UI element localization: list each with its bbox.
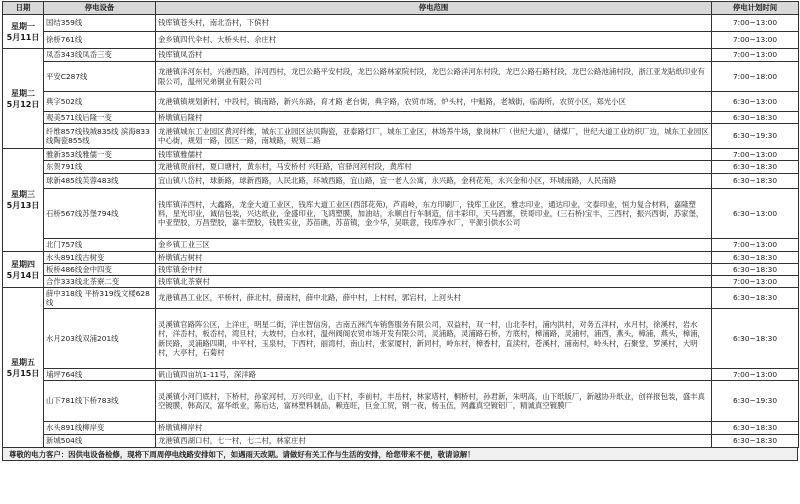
table-row [3, 381, 799, 422]
date-label: 5月14日 [6, 270, 40, 280]
scope-cell: 龙港镇贺前村，夏口塘村，黄东村，马安桥村 兴旺路，官驿河河村段，黄库村 [156, 161, 712, 174]
device-cell: 典字502线 [44, 92, 156, 112]
device-cell: 平安C287线 [44, 62, 156, 92]
device-cell: 球新485线芙蓉483线 [44, 174, 156, 189]
time-cell: 6:30~19:30 [712, 124, 799, 149]
time-cell: 7:00~18:00 [712, 62, 799, 92]
table-row [3, 309, 799, 369]
scope-cell: 金乡镇工业三区 [156, 239, 712, 252]
device-cell: 徐桥761线 [44, 32, 156, 49]
scope-cell: 钱库镇洋西村，大鑫路，龙金大道工业区，钱库大道工业区(西部花苑)，芦雨岭，东方印刷厂，钱库工业区，雅志印业，通达印业，文泰印业，恒力复合材料，嘉隆塑料，星光印业，诚信包装，兴达纸业，金盛印业，飞鸿塑膜，加油站，永顺自行车制造，信丰彩印，天马酒塞，铁哥印业，(三石桥)宝丰，三西村，振兴西街，苏家堡，中亚塑胶，万昌塑胶，嘉丰塑胶，钱胜实业，苏苗礁，苏苗镇，金少华，吴联意，钱库净水厂，平源引供水公司 [156, 189, 712, 239]
table-row [3, 239, 799, 252]
table-row [3, 112, 799, 124]
date-label: 5月13日 [6, 201, 40, 210]
scope-cell: 钱库镇凤岙村 [156, 49, 712, 62]
time-cell: 7:00~13:00 [712, 149, 799, 161]
scope-cell: 桥墩镇后隆村 [156, 112, 712, 124]
header-device: 停电设备 [44, 2, 156, 15]
device-cell: 观美571线后隆一变 [44, 112, 156, 124]
scope-cell: 灵溪镇官路阵公区，上洋庄，明星二街，洋庄智信房，古南五洲汽车销售服务有限公司，双益村，双一村，山北李村，浦内洪村，对务五洋村，水月村，徐溪村，岩水村，洋岙村，板岙村，湾旦村，大坡村，白水村，温州阀阁农贸市场开发有限公司，灵浦路，灵浦路石桥，方底村，樟浦路，灵浦村，浦西，燕头，樟浦，燕头，樟浦，新民路，灵浦路四期，中平村，玉泉村，下西村，丽湾村，南山村，张家厦村，新同村，岭东村，樟香村，直渎村，苍溪村，浦南村，岭头村，石聚堂，罗溪村，大明村，大亭村，石菊村 [156, 309, 712, 369]
time-cell: 6:30~13:00 [712, 92, 799, 112]
date-label: 5月12日 [6, 99, 40, 109]
table-header-row [3, 2, 799, 15]
scope-cell: 灵溪镇小河门底村，下桥村，孙家河村，万兴印业，山下村，李前村，丰岳村，林家塔村，桐桥村，孙君新，朱明高，山下纸版厂，新越协升纸业，创祥报包装，盛丰真空镀膜，韩高汉，富华纸业，陈后达，富林塑料制品，赖连旺，巨金工贸，钢一夜，杨玉伍，网鑫真空镀铝厂，精诚真空镀膜厂 [156, 381, 712, 422]
table-row [3, 62, 799, 92]
device-cell: 水头891线柳岸变 [44, 422, 156, 435]
device-cell: 国结359线 [44, 15, 156, 32]
device-cell: 薛中318线 平桥319线文楼628线 [44, 288, 156, 309]
header-time: 停电计划时间 [712, 2, 799, 15]
scope-cell: 宜山镇八岱村，球新路，球新西路，人民北路，环城西路，宜山路，宜一老人公寓，永兴路，金利花苑，永兴金和小区，环城南路，人民南路 [156, 174, 712, 189]
table-row [3, 264, 799, 276]
time-cell: 6:30~18:30 [712, 174, 799, 189]
header-scope: 停电范围 [156, 2, 712, 15]
scope-cell: 钱库镇苍头村，南北岙村，下傧村 [156, 15, 712, 32]
table-row [3, 49, 799, 62]
device-cell: 北门757线 [44, 239, 156, 252]
time-cell: 6:30~18:30 [712, 264, 799, 276]
day-cell [3, 15, 44, 49]
time-cell: 6:30~18:30 [712, 435, 799, 448]
scope-cell: 金乡镇四代伞村、大桥头村、佘庄村 [156, 32, 712, 49]
time-cell: 6:30~18:30 [712, 309, 799, 369]
scope-cell: 龙港镇西湖口村，七一村，七二村，林家庄村 [156, 435, 712, 448]
date-label: 5月15日 [6, 368, 40, 378]
time-cell: 6:30~18:30 [712, 112, 799, 124]
outage-schedule [2, 1, 798, 461]
table-row [3, 92, 799, 112]
scope-cell: 钱库镇北茶寮村 [156, 276, 712, 288]
weekday-label: 星期二 [11, 88, 35, 98]
device-cell: 合作333线北茶寮二变 [44, 276, 156, 288]
table-row [3, 288, 799, 309]
outage-table [2, 1, 799, 448]
table-row [3, 252, 799, 264]
scope-cell: 钱库镇雅儒村 [156, 149, 712, 161]
time-cell: 6:30~18:30 [712, 422, 799, 435]
scope-cell: 龙港镇昌工业区，平桥村，薛北村，薛南村，薛中北路，薛中村，上村村，郭宕村，上河头村 [156, 288, 712, 309]
time-cell: 7:00~13:00 [712, 32, 799, 49]
header-date: 日期 [3, 2, 44, 15]
device-cell: 水月203线双浦201线 [44, 309, 156, 369]
device-cell: 雅新353线雅儒一变 [44, 149, 156, 161]
time-cell: 7:00~13:00 [712, 239, 799, 252]
time-cell: 7:00~13:00 [712, 369, 799, 381]
time-cell: 6:30~18:30 [712, 288, 799, 309]
day-cell [3, 288, 44, 448]
table-row [3, 32, 799, 49]
time-cell: 6:30~18:30 [712, 161, 799, 174]
device-cell: 山下781线下桥783线 [44, 381, 156, 422]
table-row [3, 369, 799, 381]
device-cell: 新城504线 [44, 435, 156, 448]
day-cell [3, 49, 44, 149]
customer-notice: 尊敬的电力客户：因供电设备检修，现将下周周停电线路安排如下，如遇雨天改期。请做好有关工作与生活的安排，给您带来不便，敬请谅解！ [2, 448, 798, 461]
device-cell: 埔坪764线 [44, 369, 156, 381]
table-row [3, 422, 799, 435]
device-cell: 东贺791线 [44, 161, 156, 174]
table-row [3, 435, 799, 448]
time-cell: 7:00~13:00 [712, 15, 799, 32]
table-row [3, 161, 799, 174]
table-row [3, 149, 799, 161]
time-cell: 6:30~19:30 [712, 381, 799, 422]
scope-cell: 桥墩镇古树村 [156, 252, 712, 264]
table-row [3, 189, 799, 239]
scope-cell: 矾山镇四亩坑1-11号，深洋路 [156, 369, 712, 381]
day-cell [3, 252, 44, 288]
scope-cell: 龙港镇洋河东村，兴港西路，洋河西村，龙巴公路平安村段，龙巴公路林家院村段，龙巴公路洋河东村段，龙巴公路石路村段，龙巴公路池浦村段，浙江亚龙貼纸印业有限公司，温州兄弟铜业有限公司 [156, 62, 712, 92]
time-cell: 6:30~18:30 [712, 252, 799, 264]
device-cell: 纤维857线钱城835线 滨海833线陶瓷855线 [44, 124, 156, 149]
date-label: 5月11日 [6, 32, 40, 42]
weekday-label: 星期三 [11, 190, 35, 199]
table-row [3, 174, 799, 189]
device-cell: 凤岙343线凤岙三变 [44, 49, 156, 62]
device-cell: 水头891线古树变 [44, 252, 156, 264]
device-cell: 石桥567线苏堡794线 [44, 189, 156, 239]
time-cell: 6:30~13:00 [712, 189, 799, 239]
scope-cell: 桥墩镇柳岸村 [156, 422, 712, 435]
weekday-label: 星期一 [11, 21, 35, 31]
time-cell: 7:00~13:00 [712, 49, 799, 62]
scope-cell: 龙港镇镇规划新村，中段村，镇南路，新兴东路，育才路 老台街，典字路，农贸市场，炉头村，中魁路，老城街，临海所，农贸小区，郑光小区 [156, 92, 712, 112]
device-cell: 板桥486线金中四变 [44, 264, 156, 276]
day-cell [3, 149, 44, 252]
time-cell: 7:00~13:00 [712, 276, 799, 288]
weekday-label: 星期五 [11, 357, 35, 367]
scope-cell: 龙港镇城东工业园区黄河纤维，城东工业园区法贝陶瓷，亚泰路灯厂，城东工业区，林场养牛场，象岗林厂（世纪大道），储煤厂，世纪大道工业纺织厂边，城东工业园区中心街，规划一路，园区一路，南城路，规划二路 [156, 124, 712, 149]
scope-cell: 钱库镇金中村 [156, 264, 712, 276]
weekday-label: 星期四 [11, 259, 35, 269]
table-row [3, 124, 799, 149]
table-row [3, 15, 799, 32]
table-row [3, 276, 799, 288]
